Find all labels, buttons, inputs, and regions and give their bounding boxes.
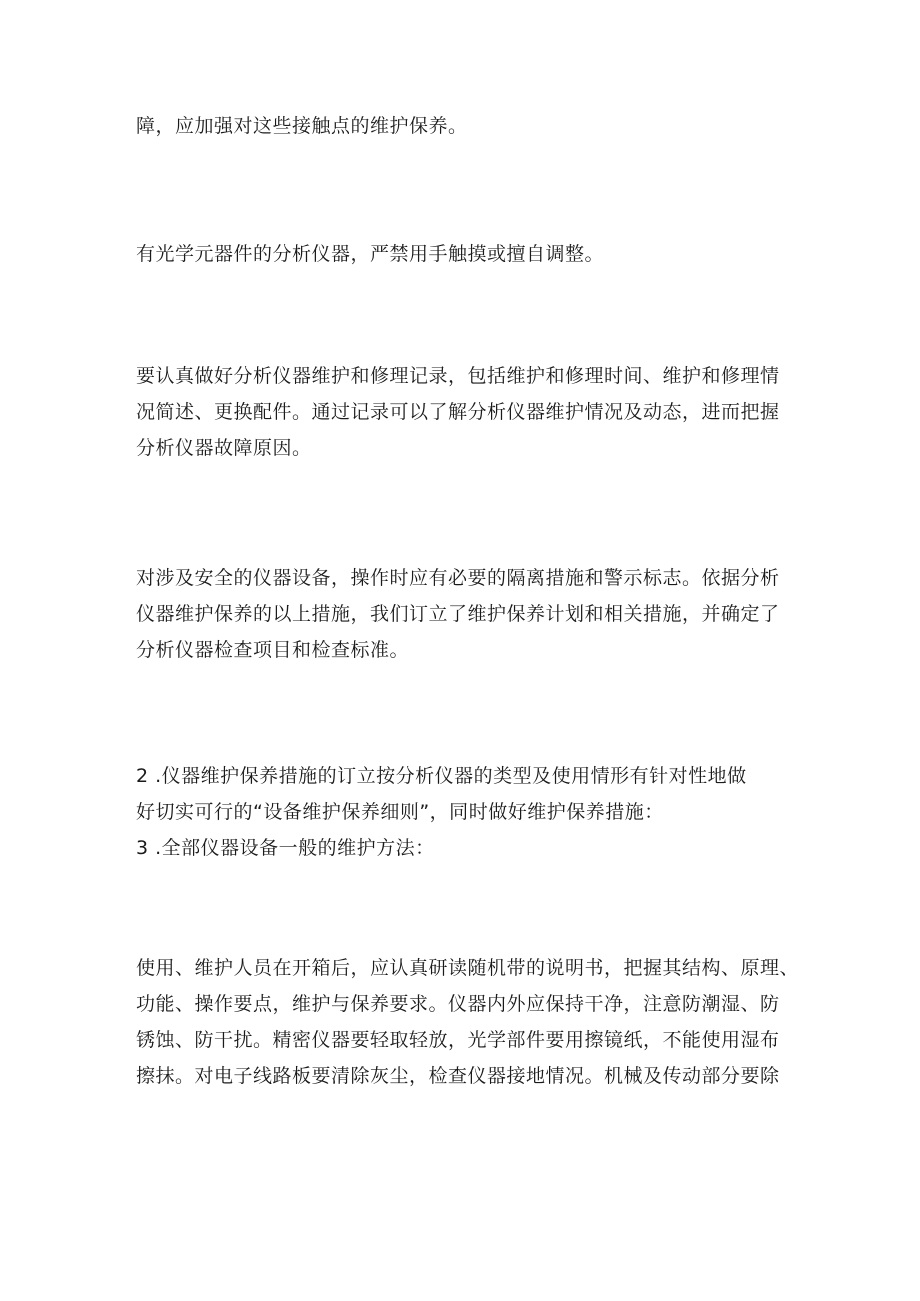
list-item-2: 2 .仪器维护保养措施的订立按分析仪器的类型及使用情形有针对性地做: [136, 765, 747, 787]
text-line: 分析仪器检查项目和检查标准。: [136, 639, 410, 661]
paragraph-optical-components: [136, 236, 796, 272]
text-line: 况简述、更换配件。通过记录可以了解分析仪器维护情况及动态，进而把握: [136, 401, 780, 423]
text-line: 分析仪器故障原因。: [136, 437, 312, 459]
paragraph-numbered-items: [136, 758, 796, 866]
text-line: 仪器维护保养的以上措施，我们订立了维护保养计划和相关措施，并确定了: [136, 603, 780, 625]
text-line: 有光学元器件的分析仪器，严禁用手触摸或擅自调整。: [136, 243, 605, 265]
text-line: 要认真做好分析仪器维护和修理记录，包括维护和修理时间、维护和修理情: [136, 365, 780, 387]
paragraph-maintenance-records: [136, 358, 796, 466]
text-line: 障，应加强对这些接触点的维护保养。: [136, 115, 468, 137]
text-line: 功能、操作要点，维护与保养要求。仪器内外应保持干净，注意防潮湿、防: [136, 993, 780, 1015]
paragraph-contact-maintenance: [136, 108, 796, 144]
text-line: 好切实可行的“设备维护保养细则”，同时做好维护保养措施：: [136, 801, 664, 823]
text-line: 锈蚀、防干扰。精密仪器要轻取轻放，光学部件要用擦镜纸，不能使用湿布: [136, 1029, 780, 1051]
list-item-3: 3 .全部仪器设备一般的维护方法：: [136, 837, 435, 859]
paragraph-general-methods: [136, 950, 800, 1094]
text-line: 使用、维护人员在开箱后，应认真研读随机带的说明书，把握其结构、原理、: [136, 957, 800, 979]
text-line: 擦抹。对电子线路板要清除灰尘，检查仪器接地情况。机械及传动部分要除: [136, 1065, 780, 1087]
text-line: 对涉及安全的仪器设备，操作时应有必要的隔离措施和警示标志。依据分析: [136, 567, 780, 589]
paragraph-safety-measures: [136, 560, 796, 668]
